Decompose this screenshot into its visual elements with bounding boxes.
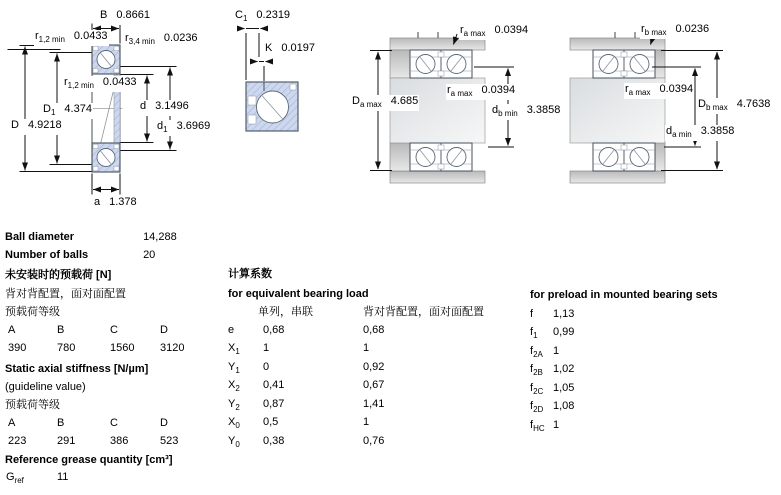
dim-r12-top: $r_{1,2 min}$ 0.0433 [35, 30, 108, 45]
preload-factor-row-f2c: $f_{2C}$ 1,05 [530, 382, 575, 397]
calc-factors-title: 计算系数 [228, 268, 272, 280]
stiffness-class-label: 预载荷等级 [5, 399, 60, 411]
calc-factor-row-x1: $X_1$ 1 1 [228, 342, 370, 357]
preload-unmounted-subtitle: 背对背配置，面对面配置 [5, 288, 126, 300]
preload-factor-row-f1: $f_1$ 0,99 [530, 326, 575, 341]
ball-diameter-label: Ball diameter [5, 231, 75, 243]
dim-ra-max-top-left: $r_{a max}$ 0.0394 [460, 24, 529, 39]
preload-unmounted-values: 390 780 1560 3120 [8, 342, 185, 354]
spec-ball-diameter [5, 231, 177, 244]
dim-K: K 0.0197 [264, 42, 316, 58]
preload-factor-row-f2d: $f_{2D}$ 1,08 [530, 400, 575, 415]
preload-unmounted-headers: A B C D [8, 324, 168, 336]
dim-B: B 0.8661 [99, 9, 151, 25]
ball-diameter-value: 14,288 [143, 231, 177, 243]
preload-factor-row-fhc: $f_{HC}$ 1 [530, 419, 560, 434]
grease-title: Reference grease quantity [cm³] [5, 454, 173, 466]
calc-factor-row-y1: $Y_1$ 0 0,92 [228, 361, 385, 376]
stiffness-values: 223 291 386 523 [8, 435, 179, 447]
stiffness-title: Static axial stiffness [N/µm] [5, 363, 149, 375]
preload-unmounted-class-label: 预载荷等级 [5, 306, 60, 318]
dim-ra-max-mid-left: $r_{a max}$ 0.0394 [447, 84, 516, 99]
spec-number-of-balls [5, 249, 155, 262]
dim-Db-max: $D_{b max}$ 4.7638 [698, 98, 771, 113]
calc-factor-row-e: e 0,68 0,68 [228, 324, 385, 336]
dim-D: D 4.9218 [10, 119, 63, 135]
dim-d: d 3.1496 [139, 100, 190, 116]
grease-row: $G_{ref}$ 11 [6, 471, 69, 486]
calc-factor-row-y2: $Y_2$ 0,87 1,41 [228, 398, 385, 413]
dim-db-min: $d_{b min}$ 3.3858 [492, 104, 561, 119]
dim-ra-max-mid-right: $r_{a max}$ 0.0394 [625, 83, 694, 98]
dim-r34: $r_{3,4 min}$ 0.0236 [125, 32, 198, 47]
dim-d1: $d_1$ 3.6969 [157, 120, 211, 135]
calc-factors-column-headers: 单列，串联 背对背配置，面对面配置 [258, 306, 484, 318]
dim-a: a 1.378 [93, 196, 138, 212]
dim-Da-max: $D_{a max}$ 4.685 [352, 95, 419, 110]
number-of-balls-label: Number of balls [5, 249, 89, 261]
stiffness-headers: A B C D [8, 417, 168, 429]
calc-factor-row-y0: $Y_0$ 0,38 0,76 [228, 435, 385, 450]
calc-factor-row-x2: $X_2$ 0,41 0,67 [228, 379, 385, 394]
preload-factors-title: for preload in mounted bearing sets [530, 289, 718, 301]
dim-C1: $C_1$ 0.2319 [235, 9, 291, 24]
calc-factor-row-x0: $X_0$ 0,5 1 [228, 416, 370, 431]
preload-factor-row-f2a: $f_{2A}$ 1 [530, 345, 560, 360]
dim-da-min: $d_{a min}$ 3.3858 [666, 125, 735, 140]
stiffness-subtitle: (guideline value) [5, 381, 86, 393]
dim-r12-mid: $r_{1,2 min}$ 0.0433 [64, 76, 137, 91]
dim-D1: $D_1$ 4.374 [43, 103, 92, 118]
preload-unmounted-title: 未安装时的预载荷 [N] [5, 269, 112, 281]
dim-rb-max-top: $r_{b max}$ 0.0236 [641, 23, 710, 38]
calc-factors-subtitle: for equivalent bearing load [228, 288, 369, 300]
preload-factor-row-f2b: $f_{2B}$ 1,02 [530, 363, 575, 378]
preload-factor-row-f: f 1,13 [530, 308, 575, 320]
grease-value: 11 [57, 471, 69, 483]
number-of-balls-value: 20 [143, 249, 156, 261]
